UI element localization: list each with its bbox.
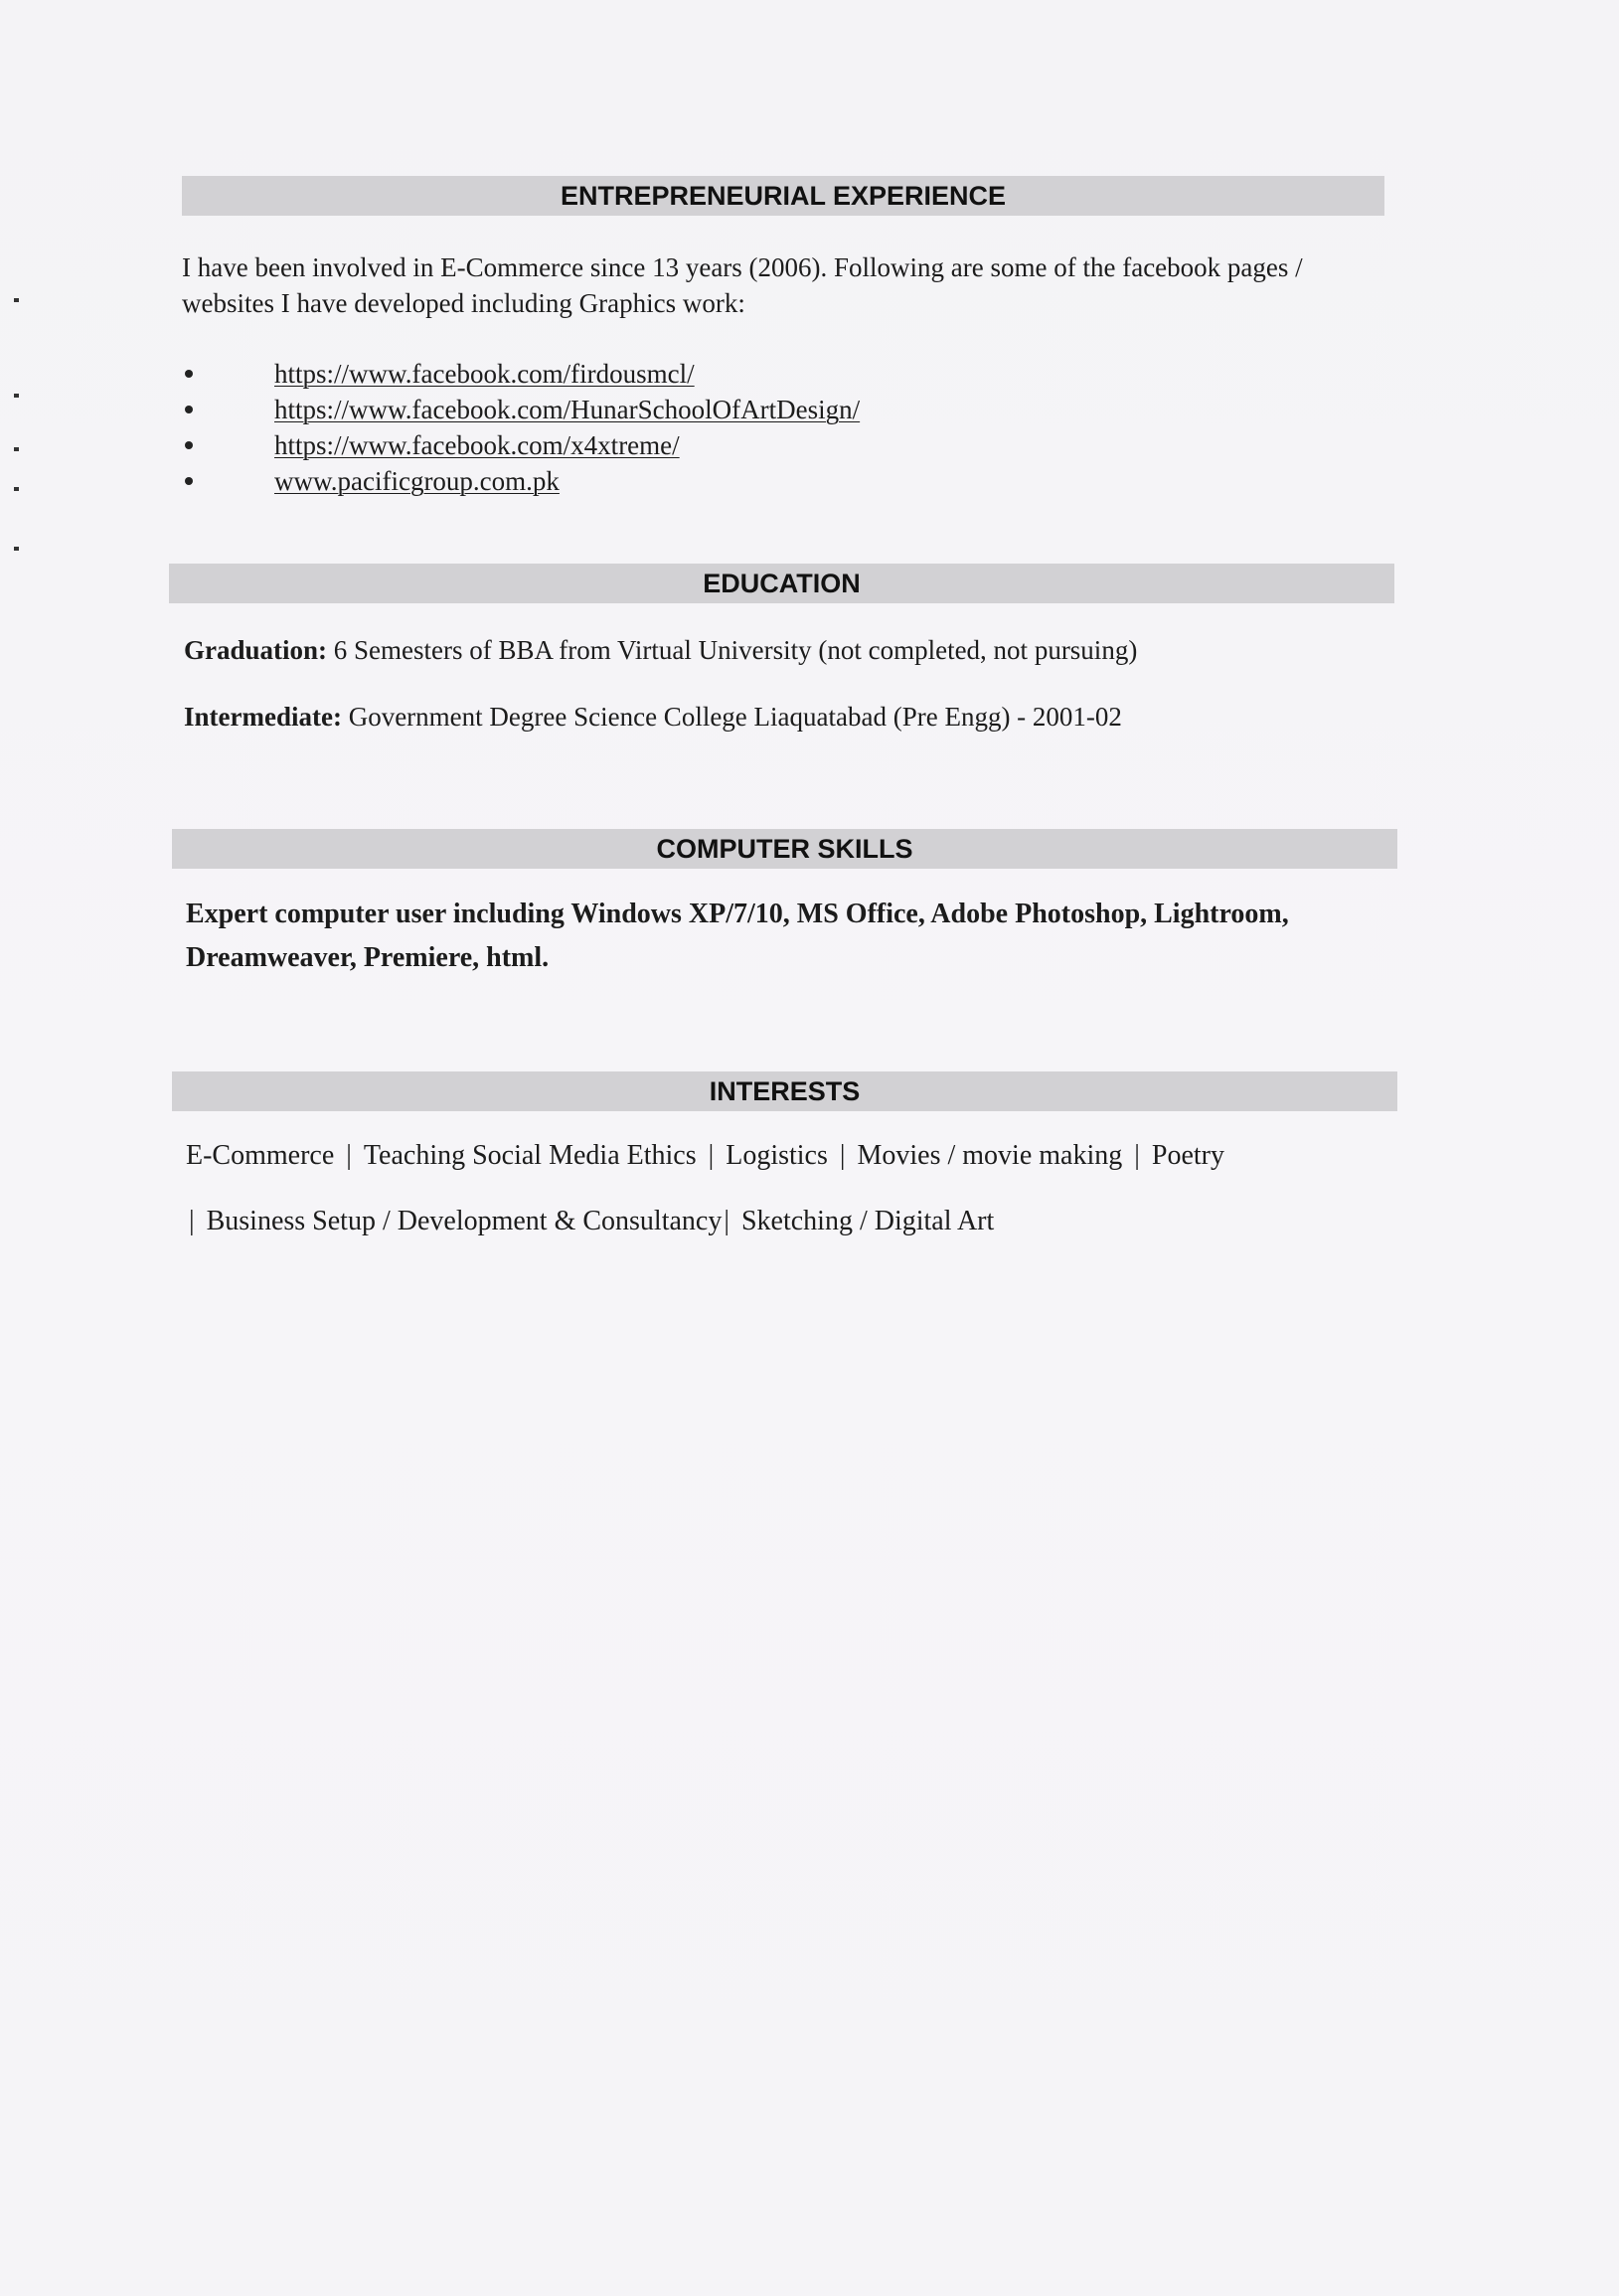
bullet-icon: [185, 477, 193, 485]
interests-line1: [186, 1138, 1224, 1174]
entrepreneurial-intro-line1: I have been involved in E-Commerce since 13 years (2006). Following are some of the facebook pages /: [182, 252, 1303, 282]
skills-line2: Dreamweaver, Premiere, html.: [186, 942, 550, 973]
facebook-link-hunarschool[interactable]: https://www.facebook.com/HunarSchoolOfArtDesign/: [274, 395, 861, 424]
education-heading: EDUCATION: [169, 564, 1394, 603]
list-item: [185, 427, 860, 463]
graduation-text: 6 Semesters of BBA from Virtual University (not completed, not pursuing): [333, 635, 1138, 665]
entrepreneurial-heading: ENTREPRENEURIAL EXPERIENCE: [182, 176, 1384, 216]
interest-item: Sketching / Digital Art: [740, 1206, 995, 1236]
interest-item: Logistics: [726, 1140, 828, 1171]
entrepreneurial-intro-line2: websites I have developed including Graphics work:: [182, 288, 745, 318]
website-links-list: [185, 356, 860, 499]
website-link-pacificgroup[interactable]: www.pacificgroup.com.pk: [274, 466, 560, 496]
computer-skills-text: [186, 893, 1289, 980]
facebook-link-x4xtreme[interactable]: https://www.facebook.com/x4xtreme/: [274, 430, 680, 460]
list-item: [185, 463, 860, 499]
separator: |: [708, 1140, 715, 1171]
interest-item: Poetry: [1151, 1140, 1224, 1171]
intermediate-label: Intermediate:: [184, 702, 342, 732]
separator: |: [724, 1206, 729, 1236]
interest-item: E-Commerce: [186, 1140, 335, 1171]
interests-line2: [189, 1204, 994, 1239]
interest-item: Teaching Social Media Ethics: [363, 1140, 697, 1171]
interest-item: Business Setup / Development & Consultancy: [206, 1206, 723, 1236]
bullet-icon: [185, 406, 193, 413]
graduation-line: [184, 632, 1137, 668]
bullet-icon: [185, 441, 193, 449]
bullet-icon: [185, 370, 193, 378]
separator: |: [346, 1140, 352, 1171]
separator: |: [1134, 1140, 1140, 1171]
computer-skills-heading: COMPUTER SKILLS: [172, 829, 1397, 869]
list-item: [185, 356, 860, 392]
interests-heading: INTERESTS: [172, 1071, 1397, 1111]
graduation-label: Graduation:: [184, 635, 328, 665]
facebook-link-firdousmcl[interactable]: https://www.facebook.com/firdousmcl/: [274, 359, 695, 389]
interest-item: Movies / movie making: [857, 1140, 1123, 1171]
intermediate-text: Government Degree Science College Liaquatabad (Pre Engg) - 2001-02: [348, 702, 1122, 732]
scan-margin-marks: [14, 298, 44, 576]
separator: |: [839, 1140, 846, 1171]
intermediate-line: [184, 699, 1122, 735]
list-item: [185, 392, 860, 427]
separator: |: [189, 1206, 195, 1236]
skills-line1: Expert computer user including Windows XP/7/10, MS Office, Adobe Photoshop, Lightroom,: [186, 899, 1289, 929]
